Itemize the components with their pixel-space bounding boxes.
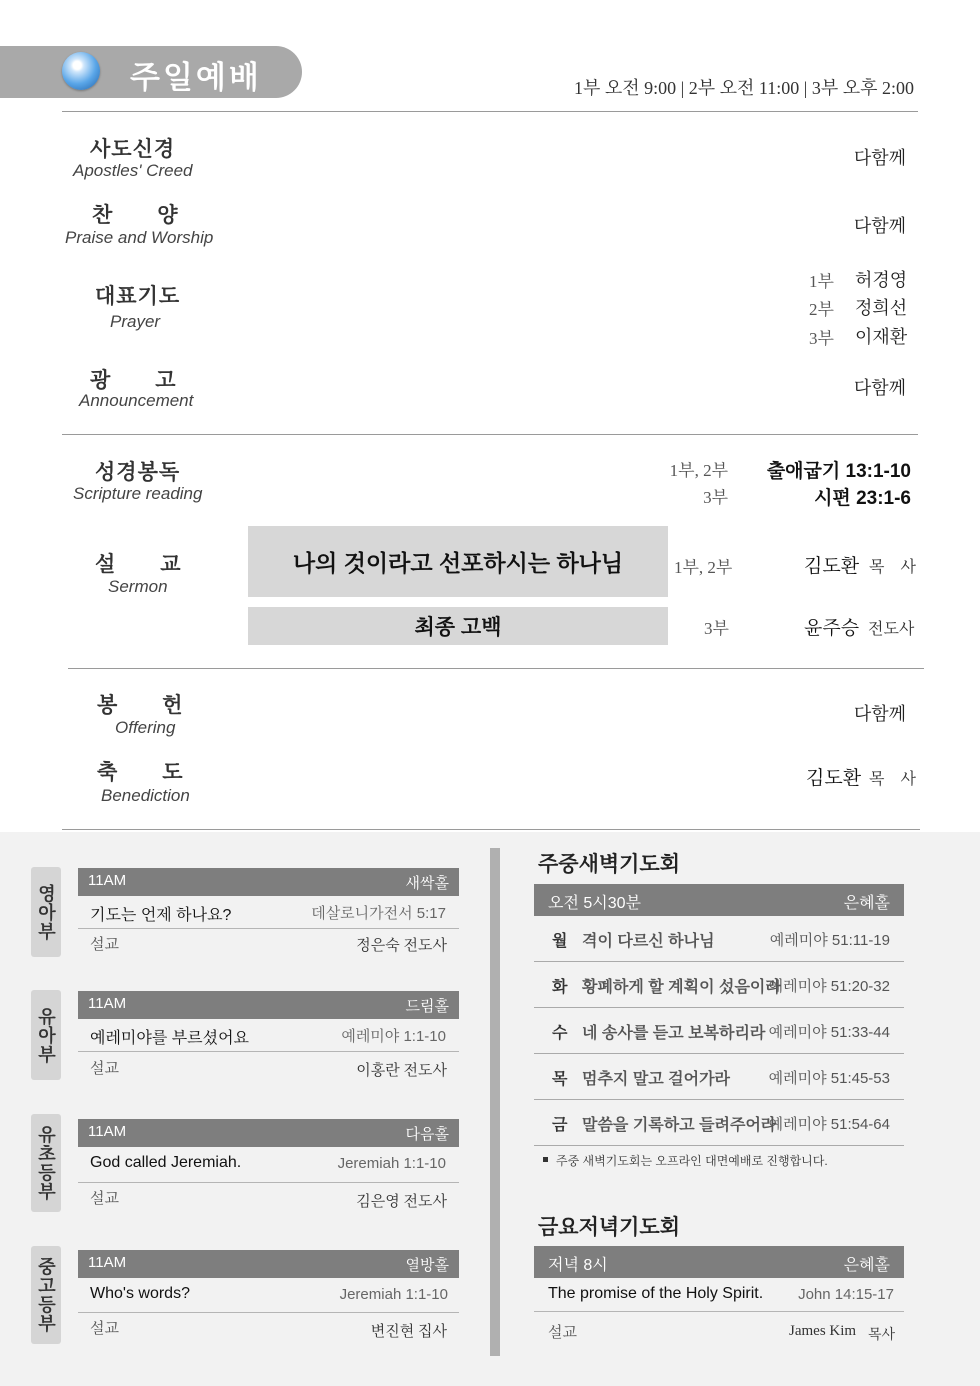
dept-sermon-ref: 데살로니가전서 5:17 — [311, 905, 446, 922]
friday-sermon-title: The promise of the Holy Spirit. — [548, 1285, 764, 1302]
praise-subtitle: Praise and Worship — [65, 228, 214, 247]
dawn-day: 월 — [552, 933, 568, 950]
divider — [78, 1182, 459, 1183]
dept-room: 열방홀 — [405, 1257, 449, 1274]
friday-bar — [534, 1246, 904, 1278]
prayer-part-3: 3부 — [809, 329, 834, 348]
dept-time: 11AM — [88, 872, 127, 889]
offering-heading: 봉 헌 — [97, 694, 184, 717]
dept-sermon-label: 설교 — [90, 937, 119, 953]
friday-sermon-label: 설교 — [548, 1325, 577, 1341]
dept-preacher: 정은숙 전도사 — [356, 938, 447, 954]
dawn-row — [534, 962, 904, 1008]
prayer-part-2: 2부 — [809, 300, 834, 319]
dept-sermon-ref: Jeremiah 1:1-10 — [339, 1286, 448, 1303]
dawn-row — [534, 1054, 904, 1100]
dawn-row — [534, 1100, 904, 1146]
dawn-sermon-title: 황폐하게 할 계획이 섰음이라 — [582, 979, 781, 996]
divider — [62, 111, 918, 112]
divider — [78, 928, 459, 929]
scripture-part-1: 1부, 2부 — [669, 461, 728, 480]
friday-time: 저녁 8시 — [548, 1257, 608, 1274]
scripture-part-2: 3부 — [703, 488, 728, 507]
divider — [62, 829, 920, 830]
divider — [534, 1311, 904, 1312]
sermon-preacher-2: 윤주승 — [804, 618, 860, 639]
bullet-icon — [543, 1157, 548, 1162]
dept-room: 새싹홀 — [405, 875, 449, 892]
dept-time: 11AM — [88, 1123, 127, 1140]
benediction-subtitle: Benediction — [101, 786, 190, 805]
dept-room: 다음홀 — [405, 1126, 449, 1143]
dept-sermon-ref: 예레미야 1:1-10 — [341, 1028, 446, 1045]
dawn-sermon-title: 격이 다르신 하나님 — [582, 933, 715, 950]
prayer-leader-1: 허경영 — [855, 270, 908, 290]
dept-bar — [78, 991, 459, 1019]
dawn-schedule-list — [534, 916, 904, 1146]
prayer-part-1: 1부 — [809, 272, 834, 291]
offering-leader: 다함께 — [853, 704, 906, 724]
dawn-note: 주중 새벽기도회는 오프라인 대면예배로 진행합니다. — [556, 1154, 828, 1168]
dawn-row — [534, 916, 904, 962]
prayer-subtitle: Prayer — [110, 312, 161, 331]
dept-sermon-label: 설교 — [90, 1321, 119, 1337]
prayer-leader-3: 이재환 — [855, 327, 908, 347]
sermon-title-1: 나의 것이라고 선포하시는 하나님 — [292, 550, 624, 576]
dawn-ref: 예레미야 51:20-32 — [768, 978, 890, 995]
dawn-day: 수 — [552, 1025, 568, 1042]
dept-sermon-title: God called Jeremiah. — [90, 1154, 242, 1171]
dept-sermon-label: 설교 — [90, 1061, 119, 1077]
dawn-sermon-title: 말씀을 기록하고 들려주어라 — [582, 1117, 777, 1134]
prayer-heading: 대표기도 — [95, 285, 181, 308]
friday-prayer-title: 금요저녁기도회 — [538, 1216, 681, 1239]
praise-heading: 찬 양 — [92, 204, 179, 227]
service-times: 1부 오전 9:00 | 2부 오전 11:00 | 3부 오후 2:00 — [573, 78, 914, 98]
dept-preacher: 변진현 집사 — [370, 1324, 447, 1340]
friday-room: 은혜홀 — [843, 1257, 890, 1274]
dept-sermon-ref: Jeremiah 1:1-10 — [337, 1155, 446, 1172]
dept-sermon-title: Who's words? — [90, 1285, 190, 1302]
friday-preacher-role: 목사 — [868, 1328, 896, 1343]
dept-bar — [78, 1119, 459, 1147]
sermon-title-box — [248, 526, 668, 597]
divider — [78, 1312, 459, 1313]
sermon-part-2: 3부 — [704, 619, 729, 638]
dept-sermon-title: 기도는 언제 하나요? — [90, 907, 232, 924]
dept-sermon-label: 설교 — [90, 1191, 119, 1207]
sermon-role-2: 전도사 — [868, 621, 915, 638]
dept-preacher: 이홍란 전도사 — [356, 1063, 447, 1079]
column-divider — [490, 848, 500, 1356]
dawn-prayer-title: 주중새벽기도회 — [538, 853, 681, 876]
dawn-ref: 예레미야 51:33-44 — [768, 1024, 890, 1041]
creed-heading: 사도신경 — [90, 138, 176, 161]
dawn-sermon-title: 네 송사를 듣고 보복하리라 — [582, 1025, 766, 1042]
dawn-room: 은혜홀 — [843, 895, 890, 912]
sermon-role-1: 목 사 — [869, 559, 916, 576]
sermon-subtitle: Sermon — [108, 577, 168, 596]
friday-sermon-ref: John 14:15-17 — [798, 1286, 894, 1303]
praise-leader: 다함께 — [853, 216, 906, 236]
sermon-part-1: 1부, 2부 — [674, 558, 733, 577]
dept-sermon-title: 예레미야를 부르셨어요 — [90, 1030, 250, 1047]
benediction-heading: 축 도 — [97, 761, 184, 784]
dawn-time: 오전 5시30분 — [548, 895, 641, 912]
scripture-heading: 성경봉독 — [95, 461, 181, 484]
dept-tab-elementary: 유초등부 — [31, 1114, 61, 1212]
dawn-row — [534, 1008, 904, 1054]
benediction-name: 김도환 — [806, 768, 862, 789]
sermon-title-box — [248, 607, 668, 645]
announcement-leader: 다함께 — [853, 378, 906, 398]
scripture-ref-2: 시편 23:1-6 — [814, 488, 911, 509]
sermon-title-2: 최종 고백 — [414, 616, 502, 639]
dept-tab-infant: 영아부 — [31, 867, 61, 957]
dept-tab-youth: 중고등부 — [31, 1246, 61, 1344]
friday-preacher: James Kim — [789, 1323, 857, 1339]
scripture-subtitle: Scripture reading — [73, 484, 203, 503]
dawn-day: 목 — [552, 1071, 568, 1088]
dawn-sermon-title: 멈추지 말고 걸어가라 — [582, 1071, 730, 1088]
creed-leader: 다함께 — [853, 148, 906, 168]
page-title: 주일예배 — [130, 60, 262, 95]
dawn-ref: 예레미야 51:11-19 — [769, 932, 890, 949]
dawn-ref: 예레미야 51:45-53 — [768, 1070, 890, 1087]
dept-tab-toddler: 유아부 — [31, 990, 61, 1080]
divider — [68, 668, 924, 669]
scripture-ref-1: 출애굽기 13:1-10 — [766, 461, 911, 482]
dept-time: 11AM — [88, 1254, 127, 1271]
offering-subtitle: Offering — [115, 718, 176, 737]
sermon-heading: 설 교 — [95, 553, 182, 576]
announcement-subtitle: Announcement — [79, 391, 194, 410]
sermon-preacher-1: 김도환 — [804, 556, 860, 577]
dawn-day: 금 — [552, 1117, 568, 1134]
announcement-heading: 광 고 — [90, 369, 177, 392]
church-logo-icon — [62, 52, 100, 90]
benediction-role: 목 사 — [869, 771, 916, 788]
dawn-ref: 예레미야 51:54-64 — [768, 1116, 890, 1133]
dept-bar — [78, 868, 459, 896]
divider — [62, 434, 918, 435]
dawn-day: 화 — [552, 979, 568, 996]
dept-room: 드림홀 — [405, 998, 449, 1015]
prayer-leader-2: 정희선 — [855, 298, 908, 318]
divider — [78, 1051, 459, 1052]
dawn-bar — [534, 884, 904, 916]
dept-time: 11AM — [88, 995, 127, 1012]
creed-subtitle: Apostles' Creed — [73, 161, 193, 180]
dept-preacher: 김은영 전도사 — [356, 1194, 447, 1210]
dept-bar — [78, 1250, 459, 1278]
